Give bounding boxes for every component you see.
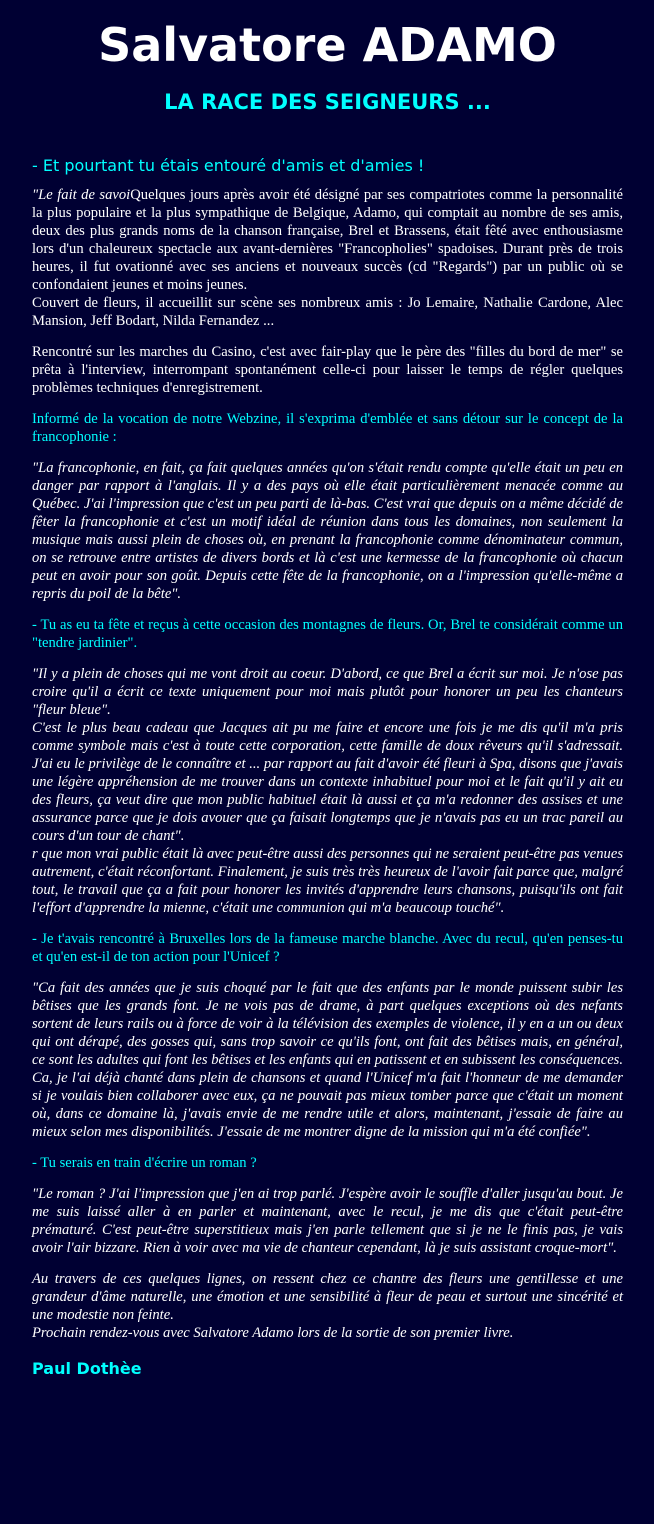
answer-fleurs-part-1: "Il y a plein de choses qui me vont droit au coeur. D'abord, ce que Brel a écrit sur moi. Je n'ose pas croire qu'il a écrit ce texte uniquement pour moi mais plutôt pour honorer un peu les chanteurs "fleur bleue". (32, 666, 623, 718)
conclusion-part-2: Prochain rendez-vous avec Salvatore Adamo lors de la sortie de son premier livre. (32, 1325, 514, 1341)
section-heading: - Et pourtant tu étais entouré d'amis et d'amies ! (32, 156, 425, 175)
question-fleurs: - Tu as eu ta fête et reçus à cette occasion des montagnes de fleurs. Or, Brel te considérait comme un "tendre jardinier". (32, 617, 623, 651)
intro-text: Quelques jours après avoir été désigné par ses compatriotes comme la personnalité la plus populaire et la plus sympathique de Belgique, Adamo, qui comptait au nombre de ses amis, deux des plus grands noms de la chanson française, Brel et Brassens, était fêté avec enthousiasme lors d'un chaleureux spectacle aux avant-dernières "Francopholies" spadoises. Durant près de trois heures, il fut ovationné avec ses anciens et nouveaux succès (cd "Regards") par un public où se confondaient jeunes et moins jeunes. (32, 187, 623, 293)
answer-fleurs (32, 665, 623, 917)
intro-italic-fragment: "Le fait de savoi (32, 187, 131, 203)
author-signature: Paul Dothèe (32, 1359, 142, 1378)
conclusion-paragraph (32, 1270, 623, 1342)
answer-fleurs-part-2: C'est le plus beau cadeau que Jacques ait pu me faire et encore une fois je me dis qu'il m'a pris comme symbole mais c'est à toute cette corporation, cette famille de doux rêveurs qu'il s'adressait. J'ai eu le privilège de le connaître et ... par rapport au fait d'avoir été fleuri à Spa, disons que j'avais une légère appréhension de me trouver dans un contexte inhabituel pour moi et le fait qu'il y ait eu des fleurs, ça veut dire que mon public habituel était là aussi et ça m'a redonner des assises et une assurance parce que je dois avouer que ça faisait longtemps que je n'avais pas eu un trac pareil au cours d'un tour de chant". (32, 720, 623, 844)
answer-roman: "Le roman ? J'ai l'impression que j'en ai trop parlé. J'espère avoir le souffle d'aller jusqu'au bout. Je me suis laissé aller à en parler et maintenant, avec le recul, je me dis que c'était peut-être prématuré. C'est peut-être superstitieux mais j'en parle tellement que si je ne le finis pas, je vais avoir l'air bizzare. Rien à voir avec ma vie de chanteur cependant, là je suis assistant croque-mort". (32, 1186, 623, 1256)
question-unicef: - Je t'avais rencontré à Bruxelles lors de la fameuse marche blanche. Avec du recul, qu'en penses-tu et qu'en est-il de ton action pour l'Unicef ? (32, 931, 623, 965)
casino-paragraph: Rencontré sur les marches du Casino, c'est avec fair-play que le père des "filles du bord de mer" se prêta à l'interview, interrompant spontanément celle-ci pour laisser le temps de régler quelques problèmes techniques d'enregistrement. (32, 344, 623, 396)
conclusion-part-1: Au travers de ces quelques lignes, on ressent chez ce chantre des fleurs une gentillesse et une grandeur d'âme naturelle, une émotion et une sensibilité à fleur de peau et surtout une sincérité et une modestie non feinte. (32, 1271, 623, 1323)
answer-unicef: "Ca fait des années que je suis choqué par le fait que des enfants par le monde puissent subir les bêtises que les grands font. Je ne vois pas de drame, à part quelques exceptions où des nefants sortent de leurs rails ou à force de voir à la télévision des exemples de violence, il y en a un ou deux qui ont dérapé, des gosses qui, sans trop savoir ce qu'ils font, ont fait des bêtises mais, en général, ce sont les adultes qui font les bêtises et les enfants qui en patissent et en subissent les conséquences. Ca, je l'ai déjà chanté dans plein de chansons et quand l'Unicef m'a fait l'honneur de me demander si je voulais bien collaborer avec eux, ça ne pouvait pas mieux tomber parce que c'était un moment où, dans ce domaine là, j'avais envie de me rendre utile et alors, maintenant, j'essaie de faire au mieux selon mes disponibilités. J'essaie de me montrer digne de la mission qui m'a été confiée". (32, 980, 623, 1140)
page-subtitle: LA RACE DES SEIGNEURS ... (164, 90, 491, 114)
answer-fleurs-part-3: r que mon vrai public était là avec peut-être aussi des personnes qui ne seraient peut-être pas venues autrement, c'était réconfortant. Finalement, je suis très très heureux de l'avoir fait parce que, malgré tout, le travail que ça a fait pour honorer les invités d'apprendre leurs chansons, puisqu'ils ont fait l'effort d'apprendre la mienne, c'était une communion qui m'a beaucoup touché". (32, 846, 623, 916)
page-title: Salvatore ADAMO (98, 18, 557, 72)
question-francophonie: Informé de la vocation de notre Webzine, il s'exprima d'emblée et sans détour sur le concept de la francophonie : (32, 411, 623, 445)
intro-text-guests: Couvert de fleurs, il accueillit sur scène ses nombreux amis : Jo Lemaire, Nathalie Cardone, Alec Mansion, Jeff Bodart, Nilda Fernandez ... (32, 295, 623, 329)
question-roman: - Tu serais en train d'écrire un roman ? (32, 1155, 257, 1171)
answer-francophonie: "La francophonie, en fait, ça fait quelques années qu'on s'était rendu compte qu'elle était un peu en danger par rapport à l'anglais. Il y a des pays où elle était particulièrement menacée comme au Québec. J'ai l'impression que c'est un peu parti de là-bas. C'est vrai que depuis on a même décidé de fêter la francophonie et c'est un motif idéal de réunion dans tous les domaines, non seulement la musique mais aussi plein de choses où, en prenant la francophonie comme dénominateur commun, on se retrouve entre artistes de divers bords et là c'est une kermesse de la francophonie où chacun peut en avoir pour son goût. Depuis cette fête de la francophonie, on a l'impression qu'elle-même a repris du poil de la bête". (32, 460, 623, 602)
intro-paragraph (32, 186, 623, 330)
